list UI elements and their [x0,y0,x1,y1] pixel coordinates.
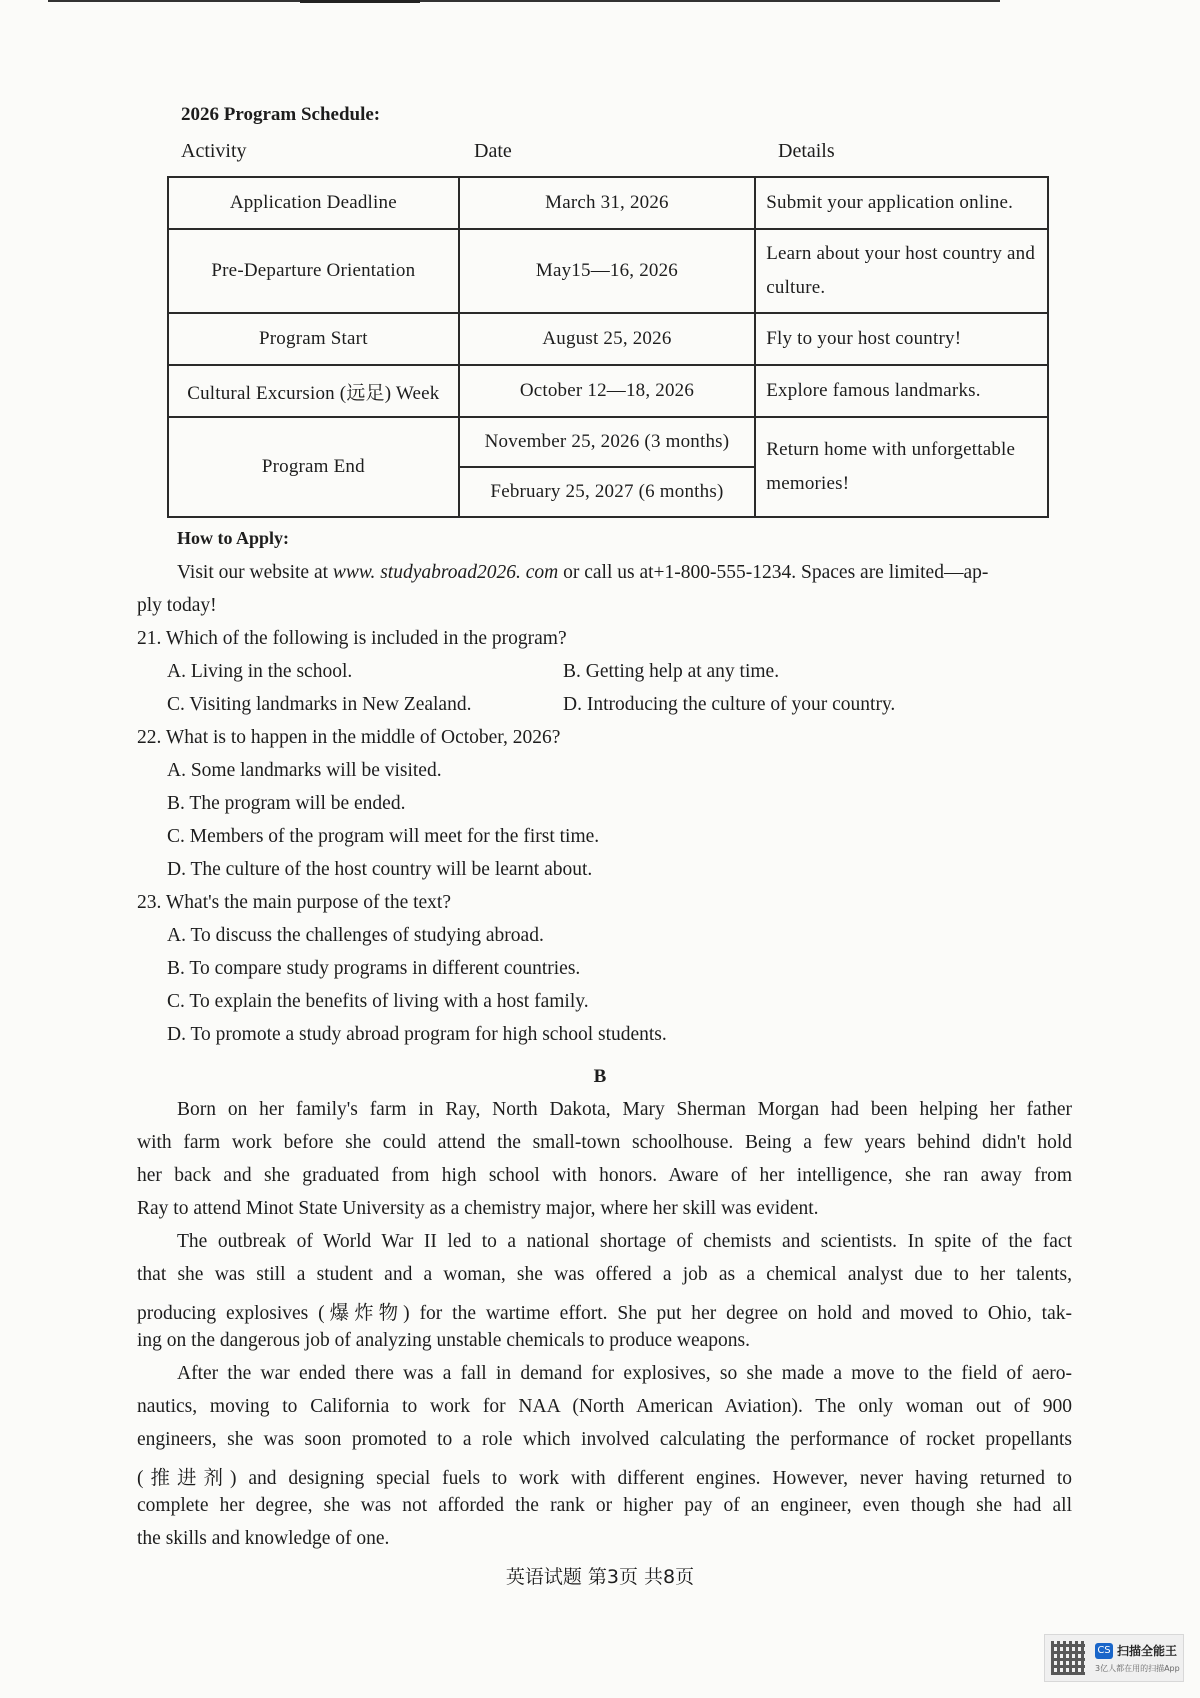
question-23-stem: 23. What's the main purpose of the text? [137,892,451,913]
header-date: Date [474,140,512,162]
header-details: Details [778,140,835,162]
scanner-tagline: 3亿人都在用的扫描App [1095,1664,1180,1673]
passage-line: engineers, she was soon promoted to a role which involved calculating the performance of rocket propellants [137,1429,1072,1450]
apply-line-2: ply today! [137,595,217,616]
passage-line: that she was still a student and a woman, she was offered a job as a chemical analyst due to her talents, [137,1264,1072,1285]
cell-details: Return home with unforgettable memories! [755,417,1048,517]
cell-activity: Pre-Departure Orientation [168,229,459,313]
passage-line: nautics, moving to California to work for NAA (North American Aviation). The only woman out of 900 [137,1396,1072,1417]
cell-details: Submit your application online. [755,177,1048,229]
cell-activity: Program Start [168,313,459,365]
schedule-title: 2026 Program Schedule: [181,104,381,125]
apply-text-after: or call us at+1-800-555-1234. Spaces are limited—ap- [558,562,989,583]
question-22-option-c: C. Members of the program will meet for the first time. [167,826,600,847]
cell-date: August 25, 2026 [459,313,756,365]
question-22-stem: 22. What is to happen in the middle of October, 2026? [137,727,561,748]
header-activity: Activity [181,140,247,162]
cell-activity: Program End [168,417,459,517]
question-22-option-d: D. The culture of the host country will be learnt about. [167,859,593,880]
question-23-option-a: A. To discuss the challenges of studying abroad. [167,925,544,946]
qr-code-icon [1051,1641,1085,1675]
question-22-option-a: A. Some landmarks will be visited. [167,760,442,781]
page-footer: 英语试题 第3页 共8页 [505,1566,695,1588]
question-21-option-d: D. Introducing the culture of your country. [563,694,896,715]
passage-line: with farm work before she could attend the small-town schoolhouse. Being a few years behind didn't hold [137,1132,1072,1153]
cell-date: March 31, 2026 [459,177,756,229]
question-21-option-b: B. Getting help at any time. [563,661,780,682]
passage-line: The outbreak of World War II led to a national shortage of chemists and scientists. In spite of the fact [177,1231,1072,1252]
cell-date: November 25, 2026 (3 months) [459,417,756,467]
cell-date: May15—16, 2026 [459,229,756,313]
scanner-app-name: 扫描全能王 [1117,1644,1178,1658]
apply-line-1 [177,562,988,584]
passage-line: her back and she graduated from high school with honors. Aware of her intelligence, she ran away from [137,1165,1072,1186]
passage-line: producing explosives (爆炸物) for the wartime effort. She put her degree on hold and moved to Ohio, tak- [137,1303,1072,1324]
passage-line: ing on the dangerous job of analyzing unstable chemicals to produce weapons. [137,1330,750,1351]
website-link[interactable]: www. studyabroad2026. com [332,562,559,583]
scanner-watermark [1044,1634,1184,1682]
question-23-option-d: D. To promote a study abroad program for high school students. [167,1024,667,1045]
cell-date: October 12—18, 2026 [459,365,756,417]
apply-text-before: Visit our website at [177,562,333,583]
apply-title: How to Apply: [177,528,290,548]
passage-line: Born on her family's farm in Ray, North Dakota, Mary Sherman Morgan had been helping her father [177,1099,1072,1120]
question-21-option-a: A. Living in the school. [167,661,353,682]
section-b-label: B [593,1066,607,1087]
cell-details: Explore famous landmarks. [755,365,1048,417]
camscanner-logo-icon: CS [1095,1643,1113,1659]
passage-line: (推进剂) and designing special fuels to work with different engines. However, never having returned to [137,1468,1072,1489]
question-23-option-c: C. To explain the benefits of living with a host family. [167,991,589,1012]
passage-line: After the war ended there was a fall in demand for explosives, so she made a move to the field of aero- [177,1363,1072,1384]
cell-activity: Application Deadline [168,177,459,229]
question-22-option-b: B. The program will be ended. [167,793,406,814]
cell-date: February 25, 2027 (6 months) [459,467,756,517]
question-21-stem: 21. Which of the following is included in the program? [137,628,567,649]
passage-line: complete her degree, she was not afforded the rank or higher pay of an engineer, even though she had all [137,1495,1072,1516]
passage-line: the skills and knowledge of one. [137,1528,390,1549]
cell-details: Learn about your host country and culture. [755,229,1048,313]
question-21-option-c: C. Visiting landmarks in New Zealand. [167,694,472,715]
passage-line: Ray to attend Minot State University as a chemistry major, where her skill was evident. [137,1198,819,1219]
cell-activity: Cultural Excursion (远足) Week [168,365,459,417]
question-23-option-b: B. To compare study programs in different countries. [167,958,581,979]
cell-details: Fly to your host country! [755,313,1048,365]
